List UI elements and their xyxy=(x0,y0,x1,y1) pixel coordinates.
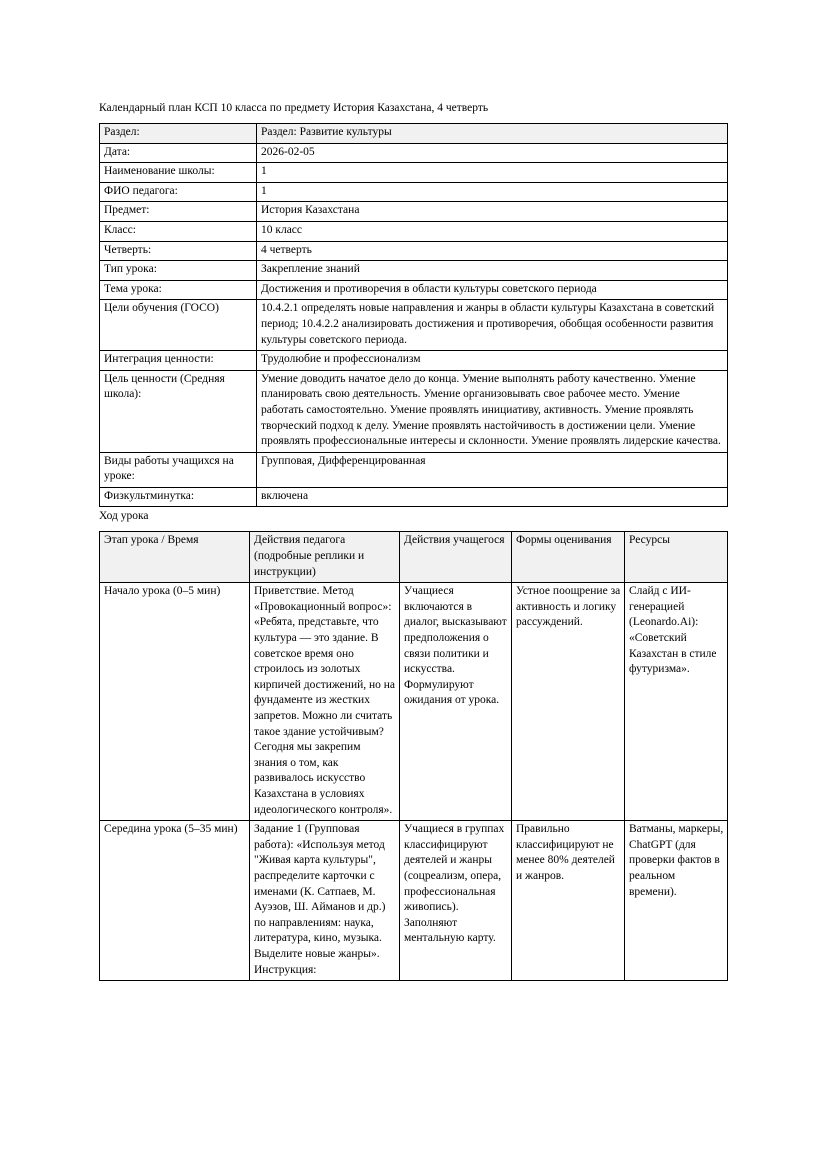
document-content xyxy=(99,100,727,981)
info-label: Цель ценности (Средняя школа): xyxy=(100,370,257,452)
info-label: Раздел: xyxy=(100,124,257,144)
info-value: включена xyxy=(257,487,728,507)
table-header-row xyxy=(100,532,728,583)
table-row xyxy=(100,821,728,981)
table-row xyxy=(100,351,728,371)
info-label: Наименование школы: xyxy=(100,163,257,183)
cell-student: Учащиеся включаются в диалог, высказывают предположения о связи политики и искусства. Формулируют ожидания от урока. xyxy=(400,583,512,821)
info-label: Четверть: xyxy=(100,241,257,261)
table-row xyxy=(100,163,728,183)
info-label: Тип урока: xyxy=(100,261,257,281)
info-value: 1 xyxy=(257,182,728,202)
info-value: Закрепление знаний xyxy=(257,261,728,281)
table-row xyxy=(100,221,728,241)
cell-resources: Слайд с ИИ-генерацией (Leonardo.Ai): «Советский Казахстан в стиле футуризма». xyxy=(625,583,728,821)
info-value: 4 четверть xyxy=(257,241,728,261)
info-label: Физкультминутка: xyxy=(100,487,257,507)
info-label: Интеграция ценности: xyxy=(100,351,257,371)
info-value: 2026-02-05 xyxy=(257,143,728,163)
info-value: Трудолюбие и профессионализм xyxy=(257,351,728,371)
table-row xyxy=(100,261,728,281)
table-row xyxy=(100,202,728,222)
table-row xyxy=(100,280,728,300)
lesson-info-body xyxy=(100,124,728,507)
info-label: Цели обучения (ГОСО) xyxy=(100,300,257,351)
page-title: Календарный план КСП 10 класса по предмету История Казахстана, 4 четверть xyxy=(99,102,489,114)
column-header-resources: Ресурсы xyxy=(625,532,728,583)
table-row xyxy=(100,370,728,452)
cell-stage: Начало урока (0–5 мин) xyxy=(100,583,250,821)
cell-teacher: Приветствие. Метод «Провокационный вопрос»: «Ребята, представьте, что культура — это здание. В советское время оно строилось из золотых кирпичей достижений, но на фундаменте из жестких запретов. Можно ли считать такое здание устойчивым? Сегодня мы закрепим знания о том, как развивалось искусство Казахстана в условиях идеологического контроля». xyxy=(250,583,400,821)
table-row xyxy=(100,182,728,202)
column-header-teacher: Действия педагога (подробные реплики и инструкции) xyxy=(250,532,400,583)
lesson-flow-table xyxy=(99,531,728,981)
info-value: Раздел: Развитие культуры xyxy=(257,124,728,144)
info-value: История Казахстана xyxy=(257,202,728,222)
info-value: 1 xyxy=(257,163,728,183)
cell-stage: Середина урока (5–35 мин) xyxy=(100,821,250,981)
info-label: Предмет: xyxy=(100,202,257,222)
cell-resources: Ватманы, маркеры, ChatGPT (для проверки фактов в реальном времени). xyxy=(625,821,728,981)
cell-teacher: Задание 1 (Групповая работа): «Используя метод "Живая карта культуры", распределите карточки с именами (К. Сатпаев, М. Ауэзов, Ш. Айманов и др.) по направлениям: наука, литература, кино, музыка. Выделите новые жанры». Инструкция: xyxy=(250,821,400,981)
info-value: Умение доводить начатое дело до конца. Умение выполнять работу качественно. Умение планировать свою деятельность. Умение организовывать свое рабочее место. Умение работать самостоятельно. Умение проявлять инициативу, активность. Умение проявлять творческий подход к делу. Умение проявлять настойчивость в достижении цели. Умение проявлять профессиональные интересы и склонности. Умение проявлять лидерские качества. xyxy=(257,370,728,452)
table-row xyxy=(100,241,728,261)
table-row xyxy=(100,143,728,163)
cell-assessment: Правильно классифицируют не менее 80% деятелей и жанров. xyxy=(512,821,625,981)
info-value: Групповая, Дифференцированная xyxy=(257,452,728,487)
lesson-flow-body xyxy=(100,583,728,981)
column-header-student: Действия учащегося xyxy=(400,532,512,583)
info-value: Достижения и противоречия в области культуры советского периода xyxy=(257,280,728,300)
column-header-stage: Этап урока / Время xyxy=(100,532,250,583)
info-label: Виды работы учащихся на уроке: xyxy=(100,452,257,487)
cell-student: Учащиеся в группах классифицируют деятелей и жанры (соцреализм, опера, профессиональная живопись). Заполняют ментальную карту. xyxy=(400,821,512,981)
table-row xyxy=(100,124,728,144)
lesson-flow-heading: Ход урока xyxy=(99,510,149,523)
info-label: Класс: xyxy=(100,221,257,241)
lesson-info-table xyxy=(99,123,728,507)
info-value: 10.4.2.1 определять новые направления и жанры в области культуры Казахстана в советский период; 10.4.2.2 анализировать достижения и противоречия, обобщая особенности развития культуры советского периода. xyxy=(257,300,728,351)
table-row xyxy=(100,487,728,507)
info-label: Дата: xyxy=(100,143,257,163)
lesson-flow-head xyxy=(100,532,728,583)
info-label: ФИО педагога: xyxy=(100,182,257,202)
info-label: Тема урока: xyxy=(100,280,257,300)
info-value: 10 класс xyxy=(257,221,728,241)
table-row xyxy=(100,583,728,821)
table-row xyxy=(100,300,728,351)
table-row xyxy=(100,452,728,487)
column-header-assessment: Формы оценивания xyxy=(512,532,625,583)
cell-assessment: Устное поощрение за активность и логику рассуждений. xyxy=(512,583,625,821)
